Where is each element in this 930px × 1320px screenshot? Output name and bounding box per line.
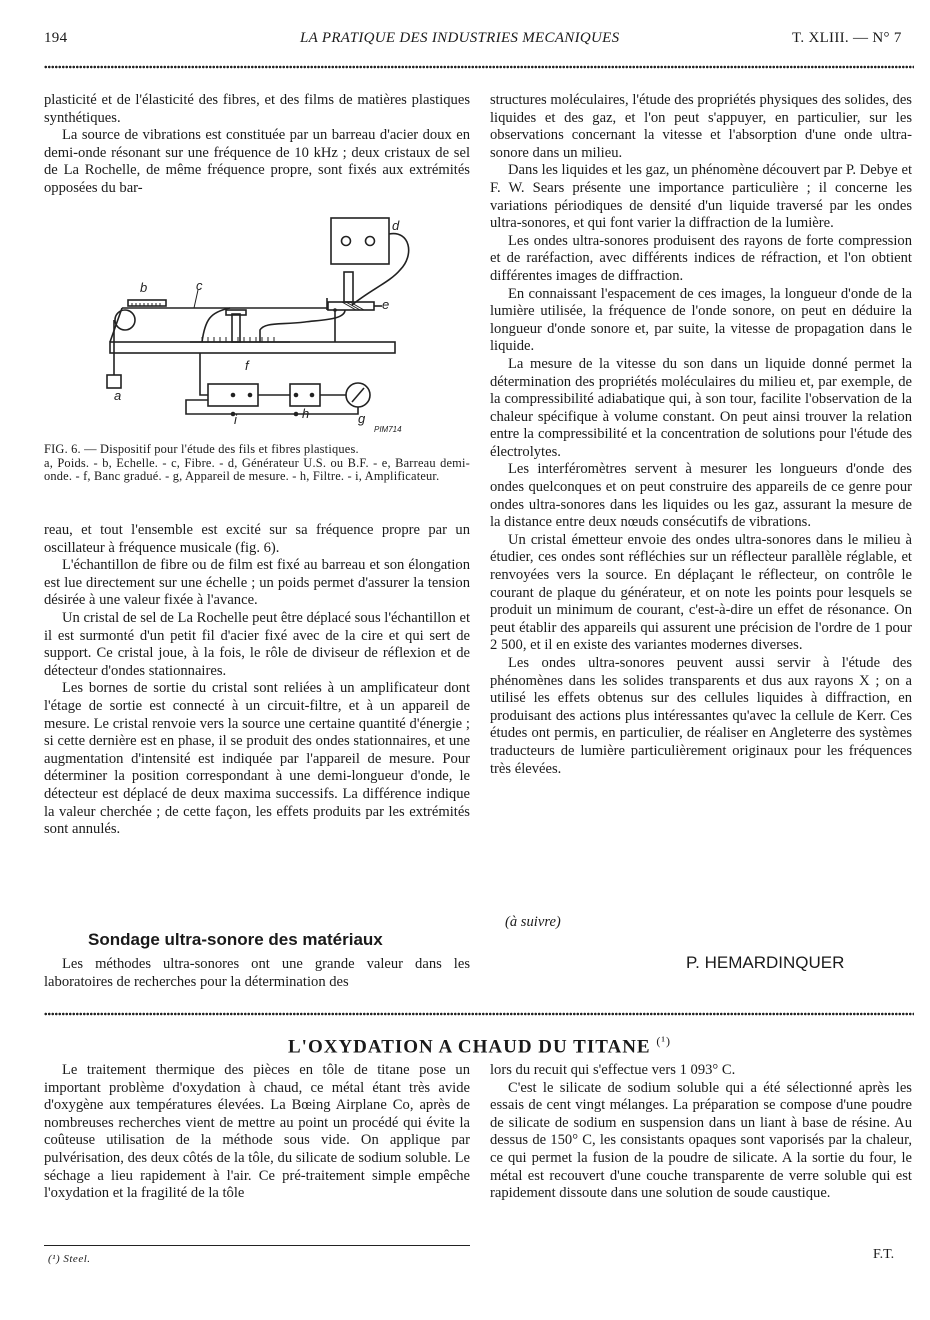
label-d: d: [392, 218, 400, 233]
article-title: [288, 1034, 671, 1058]
caption-legend: a, Poids. - b, Echelle. - c, Fibre. - d, Générateur U.S. ou B.F. - e, Barreau demi-onde. - f, Banc gradué. - g, Appareil de mesure. - h, Filtre. - i, Amplificateur.: [44, 455, 470, 484]
footnote: (¹) Steel.: [48, 1253, 91, 1265]
paragraph: La source de vibrations est constituée par un barreau d'acier doux en demi-onde résonant sur une fréquence de 10 kHz ; deux cristaux de sel de La Rochelle, de même fréquence propre, sont fixés aux extrémités opposées du bar-: [44, 127, 470, 196]
label-h: h: [302, 406, 310, 421]
issue-number: T. XLIII. — N° 7: [792, 30, 902, 46]
left-column: [44, 92, 470, 198]
paragraph: reau, et tout l'ensemble est excité sur sa fréquence propre par un oscillateur à fréquence musicale (fig. 6).: [44, 522, 470, 556]
weight: [107, 375, 121, 388]
article-title-footnote-mark: (¹): [656, 1034, 671, 1048]
figure-6-diagram: [90, 210, 450, 435]
author-signature: P. HEMARDINQUER: [686, 953, 845, 972]
page-number: 194: [44, 30, 68, 46]
article-divider: [44, 1012, 914, 1016]
label-g: g: [358, 411, 366, 426]
label-b: b: [140, 280, 148, 295]
paragraph: structures moléculaires, l'étude des propriétés physiques des solides, des liquides et des gaz, et l'on peut s'appuyer, en particulier, sur les observations concernant la vitesse et l'absorption d'une onde ultra-sonore dans un milieu.: [490, 92, 912, 161]
paragraph: Le traitement thermique des pièces en tôle de titane pose un important problème d'oxydation à chaud, ce métal étant très avide d'oxygène aux températures élevées. La Bœing Airplane Co, après de nombreuses recherches vient de mettre au point un procédé qui évite la coûteuse utilisation de la méthode sous vide. On applique par pulvérisation, des deux côtés de la tôle, du silicate de sodium soluble. Le séchage a lieu rapidement à l'air. Ce pré-traitement simple empêche l'oxydation et la fragilité de la tôle: [44, 1062, 470, 1202]
paragraph: L'échantillon de fibre ou de film est fixé au barreau et son élongation est lue directement sur une échelle ; un poids permet d'assurer la tension désirée à une valeur fixée à l'avance.: [44, 557, 470, 609]
footnote-rule: [44, 1245, 470, 1246]
paragraph: Les ondes ultra-sonores produisent des rayons de forte compression et de raréfaction, avec différents indices de réfraction, et l'on obtient différentes images de diffraction.: [490, 232, 912, 284]
paragraph: En connaissant l'espacement de ces images, la longueur d'onde de la lumière utilisée, la fréquence de l'onde sonore, on peut en déduire la longueur d'onde sonore et, par suite, la vitesse de propagation dans le liquide.: [490, 285, 912, 355]
generator-box: [331, 218, 389, 264]
paragraph: Un cristal émetteur envoie des ondes ultra-sonores dans le milieu à étudier, ces ondes sont réfléchies sur un réflecteur parallèle réglable, et renvoyées vers la source. En déplaçant le réflecteur, on contrôle le courant de plaque du générateur, et on note les points pour lesquels se produit un minimum de courant, c'est-à-dire un effet de résonance. On peut établir des appareils qui assurent une précision de l'ordre de 1 pour 2 500, et il en existe des variantes modernes diverses.: [490, 531, 912, 654]
label-a: a: [114, 388, 122, 403]
journal-title: LA PRATIQUE DES INDUSTRIES MECANIQUES: [300, 30, 620, 46]
section-title: Sondage ultra-sonore des matériaux: [88, 930, 383, 949]
paragraph: Les bornes de sortie du cristal sont reliées à un amplificateur dont l'étage de sortie est connecté à un circuit-filtre, et à un appareil de mesure. Le cristal renvoie vers la source une certaine quantité d'énergie ; si cette dernière est en phase, il se produit des ondes stationnaires, et une augmentation d'intensité est indiquée par l'appareil de mesure. Pour déterminer la position correspondant à une demi-longueur d'onde, le détecteur est déplacé de deux maxima successifs. La différence indique la valeur cherchée ; de cette façon, les effets produits par les extrémités sont annulés.: [44, 680, 470, 838]
paragraph: Les méthodes ultra-sonores ont une grande valeur dans les laboratoires de recherches pour la détermination des: [44, 956, 470, 990]
paragraph: Dans les liquides et les gaz, un phénomène découvert par P. Debye et F. W. Sears présente une importance particulière ; il concerne les variations périodiques de densité d'un liquide traversé par les ondes ultra-sonores, et qui font varier la diffraction de la lumière.: [490, 162, 912, 232]
label-e: e: [382, 297, 390, 312]
right-column: [490, 92, 912, 778]
paragraph: La mesure de la vitesse du son dans un liquide donné permet la détermination des propriétés moléculaires du milieu et, par exemple, de la compressibilité adiabatique qui, à son tour, facilite l'observation de la chaleur spécifique à volume constant. On peut ainsi trouver la relation entre la compressibilité et la concentration de solutions pour l'étude des électrolytes.: [490, 355, 912, 460]
paragraph: C'est le silicate de sodium soluble qui a été sélectionné après les essais de cent vingt mélanges. La préparation se compose d'une poudre de silicate de sodium en suspension dans un liant à base de résine. Au dessus de 150° C, les consistants opaques sont vaporisés par la chaleur, ce qui permet la fusion de la poudre de silicate. A la sortie du four, le métal est recouvert d'une couche transparente de verre soluble qui est rapidement dissoute dans une solution de soude caustique.: [490, 1079, 912, 1202]
paragraph: lors du recuit qui s'effectue vers 1 093° C.: [490, 1062, 736, 1078]
paragraph: Les ondes ultra-sonores peuvent aussi servir à l'étude des phénomènes dans les solides transparents et dus aux rayons X ; on a utilisé les effets obtenus sur des cellules liquides à diffraction, en produisant des actions plus intéressantes qu'avec la cellule de Kerr. Ces études ont permis, en particulier, de réaliser en Angleterre des systèmes traducteurs de lumière particulièrement originaux pour les fréquences très élevées.: [490, 655, 912, 777]
left-column-section: [44, 956, 470, 991]
left-column-continued: [44, 522, 470, 839]
paragraph: plasticité et de l'élasticité des fibres, et des films de matières plastiques synthétiques.: [44, 92, 470, 126]
author-initials: F.T.: [873, 1247, 895, 1262]
label-f: f: [245, 358, 249, 373]
paragraph: Un cristal de sel de La Rochelle peut être déplacé sous l'échantillon et il est surmonté d'un petit fil d'acier fixé avec de la cire et qui sert de support. Ce cristal joue, à la fois, le rôle de diviseur de réflexion et de détecteur d'ondes stationnaires.: [44, 609, 470, 679]
article2-left-column: [44, 1062, 470, 1203]
label-i: i: [234, 412, 237, 427]
figure-caption: [44, 443, 470, 484]
to-be-continued: (à suivre): [505, 914, 561, 930]
caption-title: FIG. 6. — Dispositif pour l'étude des fils et fibres plastiques.: [44, 442, 359, 456]
article2-right-column: [490, 1062, 912, 1203]
graduated-bench: [110, 342, 395, 353]
header-divider: [44, 65, 914, 69]
figure-reference: PIM714: [374, 425, 402, 434]
paragraph: Les interféromètres servent à mesurer les longueurs d'onde des ondes quelconques et on peut construire des appareils de ce genre pour ondes ultra-sonores dans les liquides ou les gaz, assurant la mesure de la distance entre deux nœuds consécutifs de vibrations.: [490, 461, 912, 531]
label-c: c: [196, 278, 203, 293]
article-title-text: L'OXYDATION A CHAUD DU TITANE: [288, 1036, 651, 1058]
